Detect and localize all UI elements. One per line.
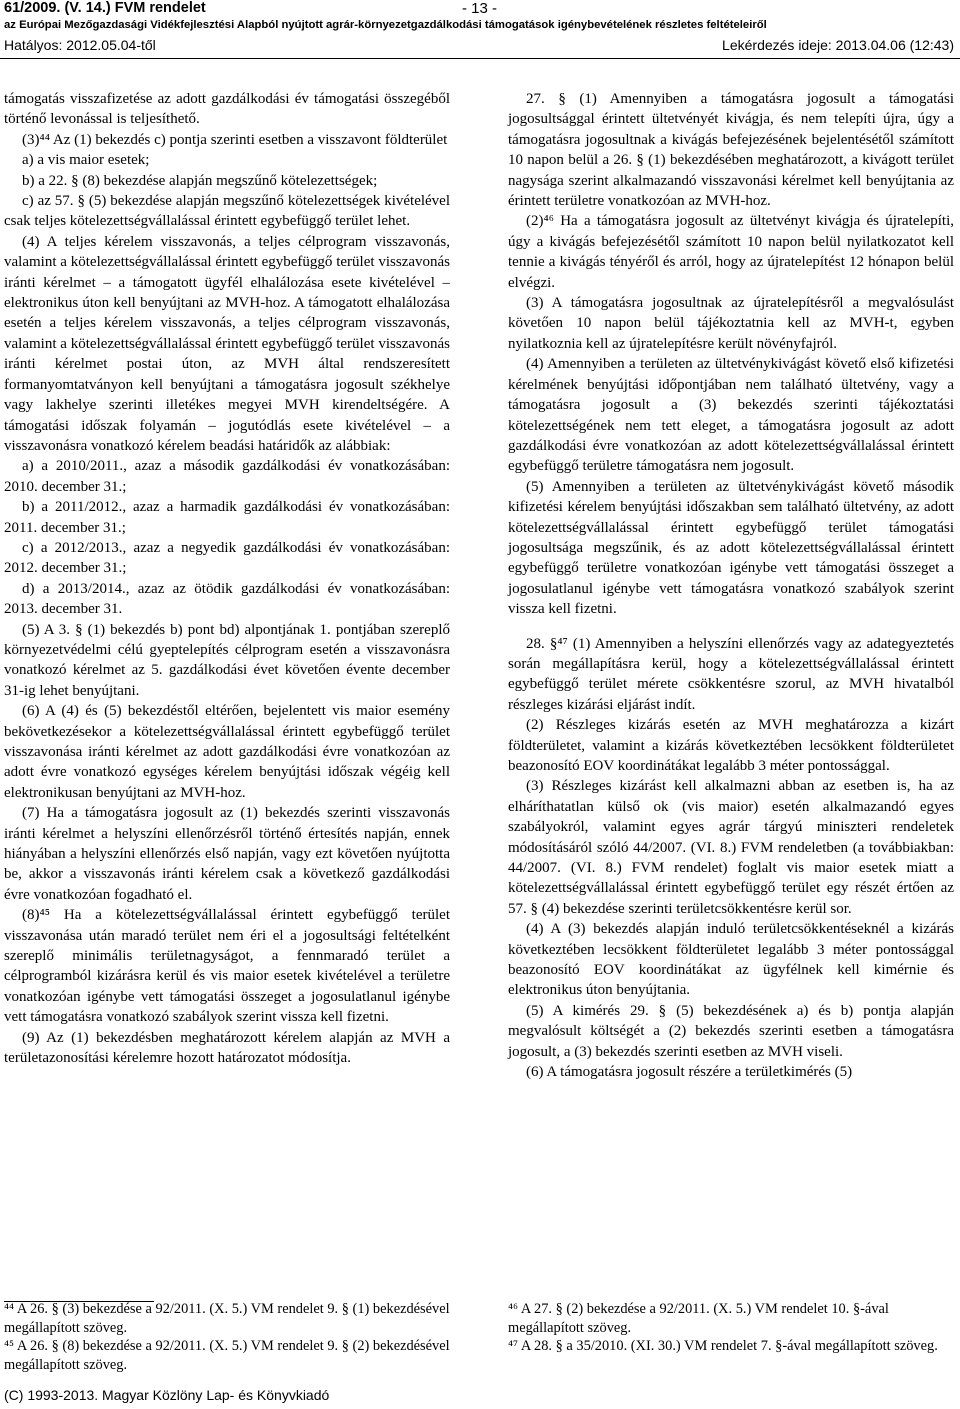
section-28: 28. §⁴⁷ (1) Amennyiben a helyszíni ellenőrzés vagy az adategyeztetés során megállapításra kerül, hogy a kötelezettségvállalással érintett egybefüggő terület mérete csökkentésre szorul, az MVH hivatalból részleges kizárási eljárást indít. (508, 635, 954, 713)
page-number: - 13 - (462, 0, 498, 17)
paragraph: (7) Ha a támogatásra jogosult az (1) bekezdés szerinti visszavonás iránti kérelmet a helyszíni ellenőrzésről történő értesítés napján, ennek hiányában a helyszíni ellenőrzés első napján, vagy ezt követően nyújtotta be, akkor a visszavonás iránti kérelem csak a következő gazdálkodási évre vonatkozóan fogadható el. (4, 805, 450, 903)
paragraph: (2) Részleges kizárás esetén az MVH meghatározza a kizárt földterületet, valamint a kizárás következtében lecsökkent földterületet beazonosító EOV koordinátákat legalább 3 méter pontossággal. (508, 717, 954, 774)
paragraph: (3)⁴⁴ Az (1) bekezdés c) pontja szerinti esetben a visszavont földterület (22, 131, 448, 148)
left-column (4, 89, 450, 1069)
paragraph: (6) A támogatásra jogosult részére a területkimérés (5) (526, 1064, 853, 1081)
paragraph: (6) A (4) és (5) bekezdéstől eltérően, bejelentett vis maior esemény bekövetkezésekor a kötelezettségvállalással érintett egybefüggő terület visszavonása iránti kérelmet az adott gazdálkodási évre vonatkozóan az adott évre vonatkozó egységes kérelem benyújtási időszak végéig kell elektronikusan benyújtani az MVH-hoz. (4, 703, 450, 801)
paragraph: (3) A támogatásra jogosultnak az újratelepítésről a megvalósulást követően 10 napon belül tájékoztatnia kell az MVH-t, egyben nyilatkoznia kell az újratelepítésre került növényfajról. (508, 295, 954, 352)
list-item: b) a 2011/2012., azaz a harmadik gazdálkodási év vonatkozásában: 2011. december 31.; (4, 499, 450, 536)
paragraph: (4) A teljes kérelem visszavonás, a teljes célprogram visszavonás, valamint a kötelezettségvállalással érintett egybefüggő terület visszavonás iránti kérelmet – a támogatott ügyfél elhalálozása esete kivételével – elektronikus úton kell benyújtani az MVH-hoz. A támogatott elhalálozása esetén a teljes kérelem visszavonás, a teljes célprogram visszavonás, valamint a kötelezettségvállalással érintett egybefüggő terület visszavonás iránti kérelmet postai úton, az MVH által rendszeresített formanyomtatványon kell benyújtani a támogatásra jogosult székhelye vagy lakhelye szerinti illetékes megyei MVH kirendeltségére. A támogatási időszak folyamán – jogutódlás esete kivételével – a visszavonásra vonatkozó kérelem beadási határidők az alábbiak: (4, 233, 450, 454)
paragraph: (5) A kimérés 29. § (5) bekezdésének a) és b) pontja alapján megvalósult költségét a (2) bekezdés szerinti esetben a támogatásra jogosult, a (3) bekezdés szerinti esetben az MVH viseli. (508, 1002, 954, 1060)
footnote: ⁴⁷ A 28. § a 35/2010. (XI. 30.) VM rendelet 7. §-ával megállapított szöveg. (508, 1338, 938, 1354)
list-item: c) az 57. § (5) bekezdése alapján megszűnő kötelezettségek kivételével csak teljes kötelezettségvállalással érintett egybefüggő terület lehet. (4, 193, 450, 230)
effective-date: Hatályos: 2012.05.04-től (4, 37, 156, 53)
paragraph: (9) Az (1) bekezdésben meghatározott kérelem alapján az MVH a területazonosítási kérelemre hozott határozatot módosítja. (4, 1029, 450, 1067)
footnote: ⁴⁶ A 27. § (2) bekezdése a 92/2011. (X. 5.) VM rendelet 10. §-ával megállapított szöveg. (508, 1301, 889, 1336)
paragraph: (4) A (3) bekezdés alapján induló területcsökkentéseknél a kizárás következtében lecsökkent földterületet legalább 3 méter pontossággal beazonosító EOV koordinátákat az ügyfélnek kell kimérnie és elektronikus úton benyújtania. (508, 921, 954, 999)
paragraph: (8)⁴⁵ Ha a kötelezettségvállalással érintett egybefüggő terület visszavonása után maradó terület nem éri el a jogosultsági feltételként szereplő minimális területnagyságot, a fennmaradó terület a célprogramból kizárásra kerül és vis maior esetek kivételével a területre vonatkozóan igénybe vett támogatási összeget a jogosulatlanul igénybe vett támogatásra vonatkozó szabályok szerint vissza kell fizetni. (4, 907, 450, 1026)
document-title: az Európai Mezőgazdasági Vidékfejlesztési Alapból nyújtott agrár-környezetgazdálkodási támogatások igénybevételének részletes feltételeiről (4, 19, 767, 31)
query-date: Lekérdezés ideje: 2013.04.06 (12:43) (722, 37, 954, 53)
paragraph: (3) Részleges kizárást kell alkalmazni abban az esetben is, ha az elháríthatatlan külső ok (vis maior) esetén alkalmazandó egyes szabályokról, valamint egyes agrár tárgyú miniszteri rendeletek módosításáról szóló 44/2007. (VI. 8.) FVM rendeletben (a továbbiakban: 44/2007. (VI. 8.) FVM rendelet) foglalt vis maior esetek miatt a kötelezettségvállalással érintett egybefüggő terület egy részét értően az 57. § (4) bekezdése szerinti területcsökkentésre kerül sor. (508, 778, 954, 917)
footnotes-right (508, 1300, 954, 1356)
paragraph: (5) A 3. § (1) bekezdés b) pont bd) alpontjának 1. pontjában szereplő környezetvédelmi célú gyeptelepítés célprogram esetén a visszavonásra vonatkozó kérelmet az 5. gazdálkodási évet követően évente december 31-ig lehet benyújtani. (4, 621, 450, 699)
paragraph: támogatás visszafizetése az adott gazdálkodási év támogatási összegéből történő levonással is teljesíthető. (4, 91, 450, 128)
paragraph: (2)⁴⁶ Ha a támogatásra jogosult az ültetvényt kivágja és újratelepíti, úgy a kivágás befejezésétől számított 10 napon belül nyilatkozatot kell tennie a kivágás tényéről és arról, hogy az újratelepítést 12 hónapon belül elvégzi. (508, 213, 954, 291)
footnotes-left (4, 1300, 450, 1374)
list-item: c) a 2012/2013., azaz a negyedik gazdálkodási év vonatkozásában: 2012. december 31.; (4, 539, 450, 577)
footnote: ⁴⁴ A 26. § (3) bekezdése a 92/2011. (X. 5.) VM rendelet 9. § (1) bekezdésével megállapított szöveg. (4, 1301, 450, 1336)
paragraph: (4) Amennyiben a területen az ültetvénykivágást követő első kifizetési kérelmének benyújtási időpontjában nem található ültetvény, vagy a támogatásra jogosult a (3) bekezdés szerinti tájékoztatási kötelezettségének nem tett eleget, a támogatásra jogosult az adott gazdálkodási évre vonatkozóan az adott kötelezettségvállalással érintett egybefüggő területre támogatásra nem jogosult. (508, 356, 954, 475)
paragraph: (5) Amennyiben a területen az ültetvénykivágást követő második kifizetési kérelem benyújtási időszakban sem található ültetvény, az adott kötelezettségvállalással érintett egybefüggő terület támogatási jogosultsága megszűnik, és az adott kötelezettségvállalással érintett egybefüggő területre vonatkozóan igénybe vett támogatási összeget a jogosulatlanul igénybe vett támogatásra vonatkozó szabályok szerint vissza kell fizetni. (508, 478, 954, 618)
list-item: a) a 2010/2011., azaz a második gazdálkodási év vonatkozásában: 2010. december 31.; (4, 458, 450, 495)
copyright-footer: (C) 1993-2013. Magyar Közlöny Lap- és Könyvkiadó (4, 1387, 330, 1403)
right-column (508, 89, 954, 1083)
list-item: a) a vis maior esetek; (22, 152, 150, 169)
list-item: b) a 22. § (8) bekezdése alapján megszűnő kötelezettségek; (22, 172, 378, 189)
list-item: d) a 2013/2014., azaz az ötödik gazdálkodási év vonatkozásában: 2013. december 31. (4, 580, 450, 618)
header-divider (0, 58, 960, 59)
section-27: 27. § (1) Amennyiben a támogatásra jogosult a támogatási jogosultsággal érintett ültetvényét kivágja, és nem telepíti újra, úgy a támogatásra jogosultnak a kivágás befejezésének bejelentésétől számított 10 napon belül a 26. § (1) bekezdésében meghatározott, a kivágott terület nagysága szerint alkalmazandó visszavonási kérelmet kell benyújtania az érintett területre vonatkozóan az MVH-hoz. (508, 91, 954, 210)
document-reference: 61/2009. (V. 14.) FVM rendelet (4, 0, 206, 16)
footnote: ⁴⁵ A 26. § (8) bekezdése a 92/2011. (X. 5.) VM rendelet 9. § (2) bekezdésével megállapított szöveg. (4, 1338, 450, 1373)
page-header (0, 0, 960, 80)
